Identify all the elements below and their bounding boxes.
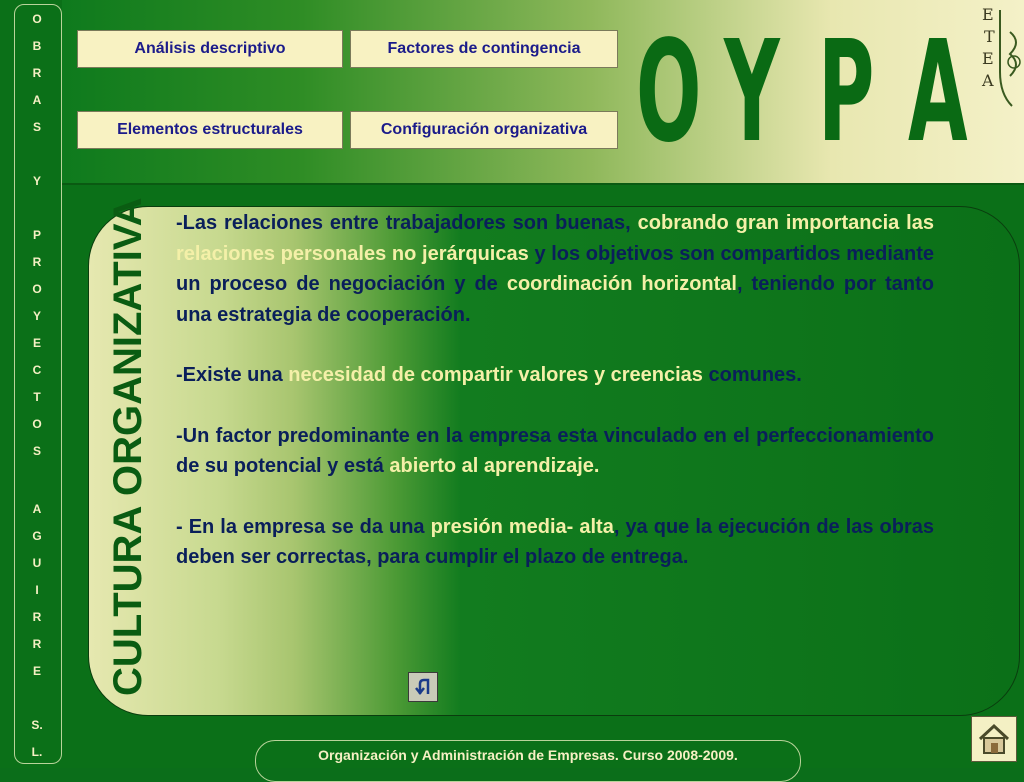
sidebar-letter: S [32,120,41,134]
sidebar-letter: R [32,610,42,624]
logo-letter: Y [724,11,780,174]
left-sidebar [0,0,62,768]
text-segment: -Un factor predominante en la empresa esta vinculado en el perfeccionamiento de su potencial y está [176,424,934,477]
highlight-text: necesidad de compartir valores y creencias [288,364,703,386]
sidebar-letter: O [32,12,42,26]
footer-text: Organización y Administración de Empresas. Curso 2008-2009. [318,747,738,763]
vertical-title-container [104,197,152,696]
back-button[interactable] [408,672,438,702]
paragraph-presion [176,512,934,573]
back-arrow-icon [412,676,434,698]
sidebar-letter: O [32,282,42,296]
paragraph-factor [176,421,934,482]
sidebar-letter: C [32,363,42,377]
panel-title: CULTURA ORGANIZATIVA [106,197,150,696]
paragraph-relaciones [176,208,934,330]
svg-text:A: A [982,71,994,90]
footer [255,740,801,782]
text-segment: -Existe una [176,364,283,386]
nav-analisis-descriptivo[interactable]: Análisis descriptivo [77,30,343,68]
sidebar-letter: S [32,444,41,458]
sidebar-letter: E [32,664,41,678]
text-segment: comunes. [708,364,802,386]
sidebar-letter: U [32,556,42,570]
highlight-text: presión media- alta [430,515,614,538]
sidebar-letter: T [33,390,41,404]
nav-factores-contingencia[interactable]: Factores de contingencia [350,30,618,68]
home-button[interactable] [971,716,1017,762]
sidebar-letter: O [32,417,42,431]
nav-configuracion-organizativa[interactable]: Configuración organizativa [350,111,618,149]
sidebar-letter: A [32,502,42,516]
sidebar-letter: Y [32,309,41,323]
text-segment: , teniendo por tanto una estrategia de cooperación. [176,273,935,326]
home-icon [977,723,1011,755]
svg-text:E: E [982,49,994,68]
text-segment: - En la empresa se da una [176,515,425,538]
sidebar-letter: R [32,66,42,80]
highlight-text: relaciones personales no jerárquicas [176,242,529,265]
sidebar-letter: S. [31,718,43,732]
highlight-text: cobrando gran importancia las [637,212,934,234]
logo-letter: O [636,11,702,174]
sidebar-letter: P [32,228,41,242]
etea-logo [980,2,1024,112]
sidebar-letter: Y [32,174,41,188]
svg-text:T: T [984,27,995,46]
logo-letter: A [908,11,968,174]
highlight-text: abierto al aprendizaje. [389,455,600,477]
content-text [176,208,934,603]
sidebar-letter: R [32,637,42,651]
sidebar-letter: G [32,529,42,543]
sidebar-letter: L. [31,745,43,759]
paragraph-valores [176,360,934,391]
highlight-text: coordinación horizontal [506,273,737,295]
sidebar-letter: B [32,39,42,53]
sidebar-letter: R [32,255,42,269]
sidebar-letter: A [32,93,42,107]
svg-text:E: E [982,5,994,24]
text-segment: -Las relaciones entre trabajadores son buenas, [176,212,631,234]
sidebar-letter: I [35,583,39,597]
oypa-logo [632,11,1004,174]
nav-elementos-estructurales[interactable]: Elementos estructurales [77,111,343,149]
etea-logo-icon [980,2,1024,112]
logo-letter: P [818,11,875,174]
sidebar-letter: E [32,336,41,350]
text-segment: , ya que la ejecución de las obras deben ser correctas, para cumplir el plazo de entrega. [176,515,935,568]
text-segment: y los objetivos son compartidos mediante un proceso de negociación y de [176,242,935,295]
company-name-vertical [14,4,60,762]
